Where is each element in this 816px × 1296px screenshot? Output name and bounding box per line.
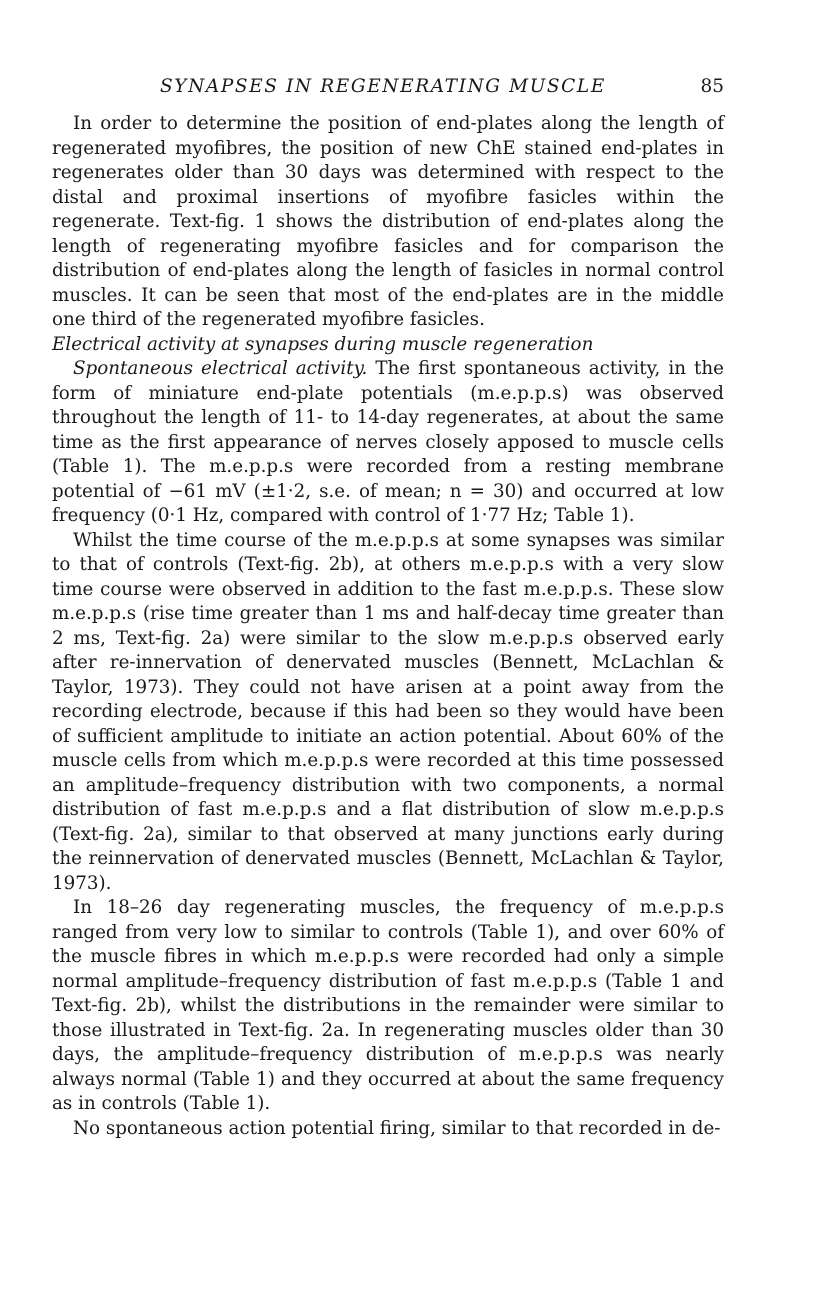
running-title: SYNAPSES IN REGENERATING MUSCLE xyxy=(160,76,606,97)
page-number: 85 xyxy=(700,76,724,97)
paragraph-18-26-day: In 18–26 day regenerating muscles, the frequency of m.e.p.p.s ranged from very low to similar to controls (Table 1), and over 60% of the muscle fibres in which m.e.p.p.s were recorded had only a simple normal amplitude–frequency distribution of fast m.e.p.p.s (Table 1 and Text-fig. 2b), whilst the distributions in the remainder were similar to those illustrated in Text-fig. 2a. In regenerating muscles older than 30 days, the amplitude–frequency distribution of m.e.p.p.s was nearly always normal (Table 1) and they occurred at about the same frequency as in controls (Table 1). xyxy=(52,897,724,1114)
paragraph-spontaneous-activity-text: The first spontaneous activity, in the form of miniature end-plate potentials (m.e.p.p.s) was observed throughout the length of 11- to 14-day regenerates, at about the same time as the first appearance of nerves closely apposed to muscle cells (Table 1). The m.e.p.p.s were recorded from a resting membrane potential of −61 mV (±1·2, s.e. of mean; n = 30) and occurred at low frequency (0·1 Hz, compared with control of 1·77 Hz; Table 1). xyxy=(52,358,724,526)
paragraph-action-potential: No spontaneous action potential firing, similar to that recorded in de- xyxy=(73,1117,721,1139)
paragraph-time-course: Whilst the time course of the m.e.p.p.s at some synapses was similar to that of controls (Text-fig. 2b), at others m.e.p.p.s with a very slow time course were observed in addition to the fast m.e.p.p.s. These slow m.e.p.p.s (rise time greater than 1 ms and half-decay time greater than 2 ms, Text-fig. 2a) were similar to the slow m.e.p.p.s observed early after re-innervation of denervated muscles (Bennett, McLachlan & Taylor, 1973). They could not have arisen at a point away from the recording electrode, because if this had been so they would have been of sufficient amplitude to initiate an action potential. About 60% of the muscle cells from which m.e.p.p.s were recorded at this time possessed an amplitude–frequency distribution with two components, a normal distribution of fast m.e.p.p.s and a flat distribution of slow m.e.p.p.s (Text-fig. 2a), similar to that observed at many junctions early during the reinnervation of denervated muscles (Bennett, McLachlan & Taylor, 1973). xyxy=(52,529,724,894)
paragraph-spontaneous-activity xyxy=(52,357,724,529)
section-heading: Electrical activity at synapses during muscle regeneration xyxy=(52,333,594,355)
running-header xyxy=(52,76,724,102)
journal-page xyxy=(52,76,724,1141)
paragraph-end-plate-position: In order to determine the position of end-plates along the length of regenerated myofibres, the position of new ChE stained end-plates in regenerates older than 30 days was determined with respect to the distal and proximal insertions of myofibre fasicles within the regenerate. Text-fig. 1 shows the distribution of end-plates along the length of regenerating myofibre fasicles and for comparison the distribution of end-plates along the length of fasicles in normal control muscles. It can be seen that most of the end-plates are in the middle one third of the regenerated myofibre fasicles. xyxy=(52,113,724,330)
subheading-spontaneous-activity: Spontaneous electrical activity. xyxy=(73,358,368,379)
body-text xyxy=(52,112,724,1141)
